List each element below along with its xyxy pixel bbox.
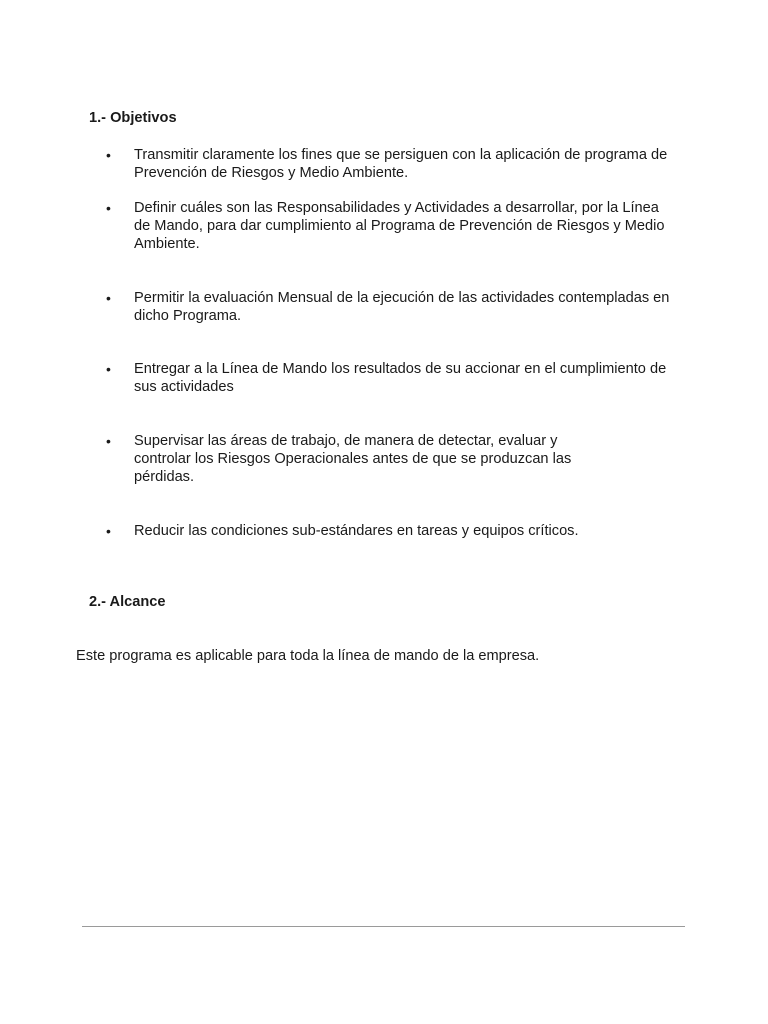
bullet-icon: • xyxy=(106,523,111,539)
bullet-icon: • xyxy=(106,290,111,306)
list-item-text: Reducir las condiciones sub-estándares en tareas y equipos críticos. xyxy=(134,523,579,539)
bullet-icon: • xyxy=(106,433,111,449)
footer-divider xyxy=(82,926,685,927)
list-item-text: Supervisar las áreas de trabajo, de manera de detectar, evaluar y controlar los Riesgos Operacionales antes de que se produzcan las pérdidas. xyxy=(134,433,572,485)
list-item-text: Entregar a la Línea de Mando los resultados de su accionar en el cumplimiento de sus actividades xyxy=(134,361,667,395)
list-item-text: Transmitir claramente los fines que se persiguen con la aplicación de programa de Prevención de Riesgos y Medio Ambiente. xyxy=(134,147,668,181)
bullet-icon: • xyxy=(106,147,111,163)
bullet-icon: • xyxy=(106,200,111,216)
alcance-paragraph: Este programa es aplicable para toda la línea de mando de la empresa. xyxy=(76,648,540,664)
list-item-text: Permitir la evaluación Mensual de la ejecución de las actividades contempladas en dicho Programa. xyxy=(134,290,670,324)
bullet-icon: • xyxy=(106,361,111,377)
list-item-text: Definir cuáles son las Responsabilidades y Actividades a desarrollar, por la Línea de Mando, para dar cumplimiento al Programa de Prevención de Riesgos y Medio Ambiente. xyxy=(134,200,665,252)
section-heading-objetivos: 1.- Objetivos xyxy=(89,110,177,126)
section-heading-alcance: 2.- Alcance xyxy=(89,594,166,610)
